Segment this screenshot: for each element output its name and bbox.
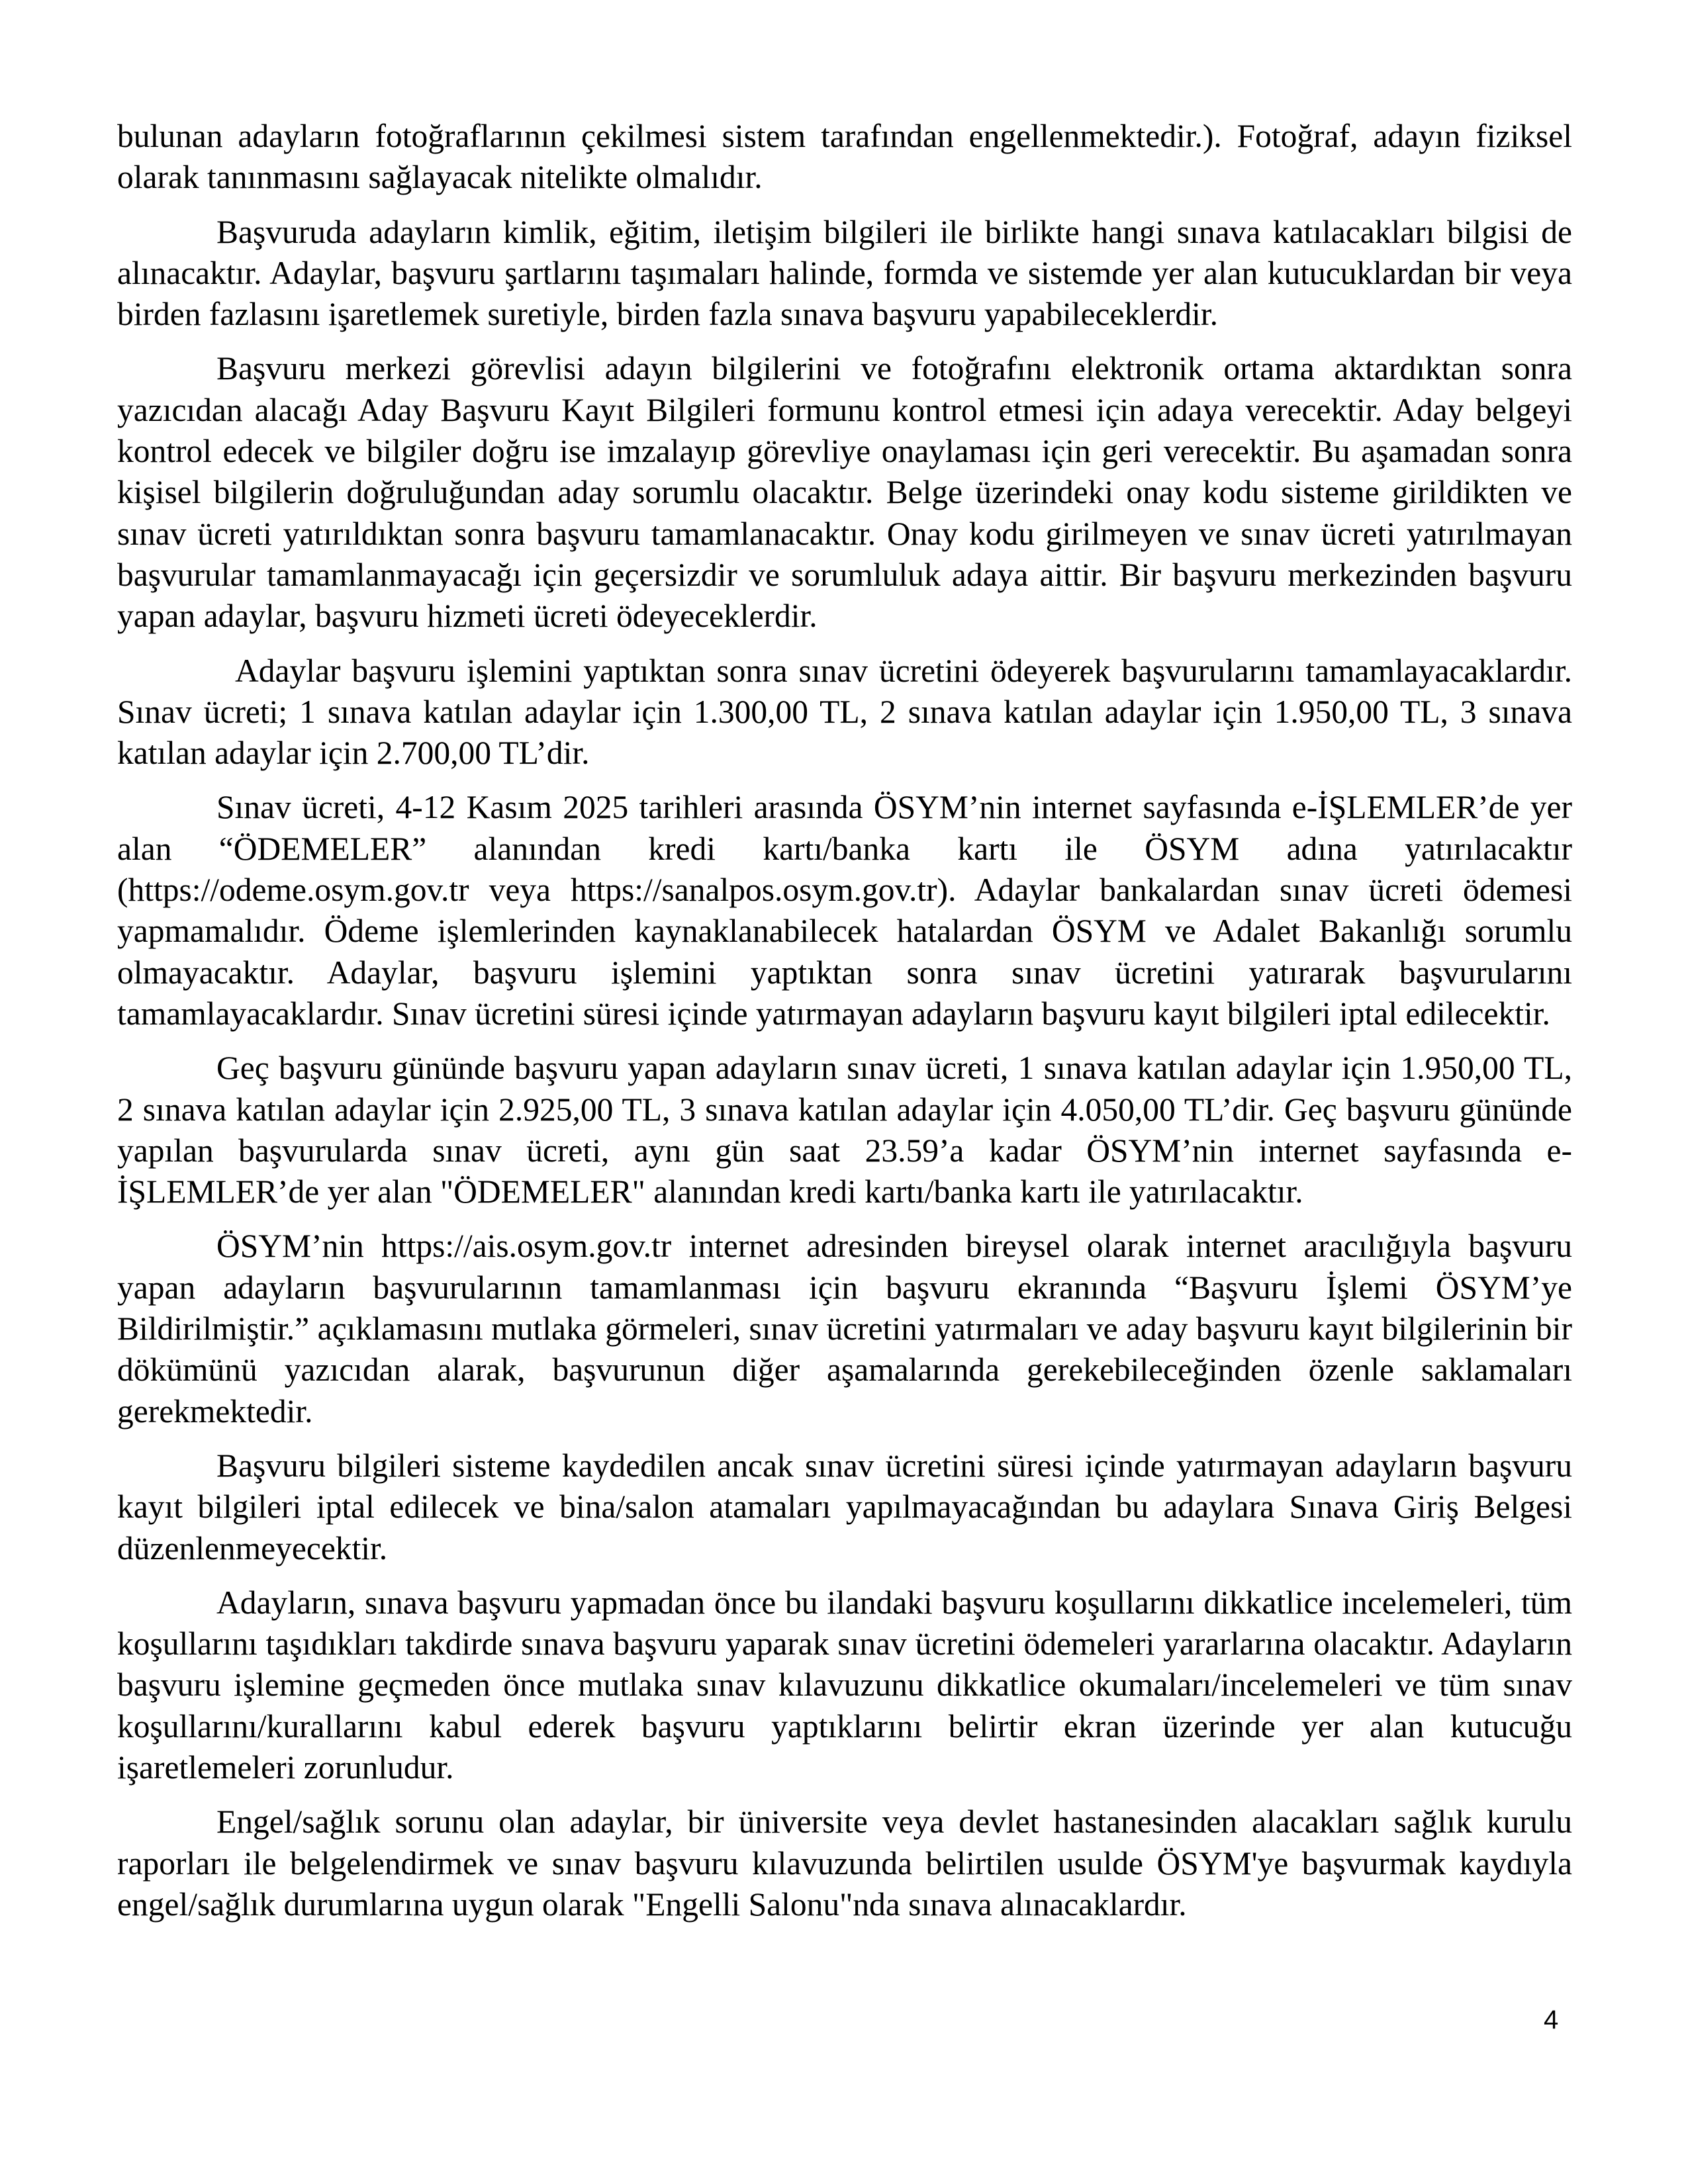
- paragraph-photo-continuation: bulunan adayların fotoğraflarının çekilmesi sistem tarafından engellenmektedir.). Fotoğraf, adayın fiziksel olarak tanınmasını sağlayacak nitelikte olmalıdır.: [117, 118, 1572, 196]
- page-number: 4: [1544, 2005, 1559, 2034]
- paragraph-application-info: Başvuruda adayların kimlik, eğitim, iletişim bilgileri ile birlikte hangi sınava katılacakları bilgisi de alınacaktır. Adaylar, başvuru şartlarını taşımaları halinde, formda ve sistemde yer alan kutucuklardan bir veya birden fazlasını işaretlemek suretiyle, birden fazla sınava başvuru yapabileceklerdir.: [117, 213, 1572, 333]
- document-body: [117, 116, 1572, 1938]
- paragraph-application-center: Başvuru merkezi görevlisi adayın bilgilerini ve fotoğrafını elektronik ortama aktardıktan sonra yazıcıdan alacağı Aday Başvuru Kayıt Bilgileri formunu kontrol etmesi için adaya verecektir. Aday belgeyi kontrol edecek ve bilgiler doğru ise imzalayıp görevliye onaylaması için geri verecektir. Bu aşamadan sonra kişisel bilgilerin doğruluğundan aday sorumlu olacaktır. Belge üzerindeki onay kodu sisteme girildikten ve sınav ücreti yatırıldıktan sonra başvuru tamamlanacaktır. Onay kodu girilmeyen ve sınav ücreti yatırılmayan başvurular tamamlanmayacağı için geçersizdir ve sorumluluk adaya aittir. Bir başvuru merkezinden başvuru yapan adaylar, başvuru hizmeti ücreti ödeyeceklerdir.: [117, 350, 1572, 635]
- paragraph-unpaid-cancellation: Başvuru bilgileri sisteme kaydedilen ancak sınav ücretini süresi içinde yatırmayan adayların başvuru kayıt bilgileri iptal edilecek ve bina/salon atamaları yapılmayacağından bu adaylara Sınava Giriş Belgesi düzenlenmeyecektir.: [117, 1447, 1572, 1567]
- paragraph-disability: Engel/sağlık sorunu olan adaylar, bir üniversite veya devlet hastanesinden alacakları sağlık kurulu raporları ile belgelendirmek ve sınav başvuru kılavuzunda belirtilen usulde ÖSYM'ye başvurmak kaydıyla engel/sağlık durumlarına uygun olarak "Engelli Salonu"nda sınava alınacaklardır.: [117, 1803, 1572, 1923]
- paragraph-online-application: ÖSYM’nin https://ais.osym.gov.tr internet adresinden bireysel olarak internet aracılığıyla başvuru yapan adayların başvurularının tamamlanması için başvuru ekranında “Başvuru İşlemi ÖSYM’ye Bildirilmiştir.” açıklamasını mutlaka görmeleri, sınav ücretini yatırmaları ve aday başvuru kayıt bilgilerinin bir dökümünü yazıcıdan alarak, başvurunun diğer aşamalarında gerekebileceğinden özenle saklamaları gerekmektedir.: [117, 1228, 1572, 1430]
- paragraph-payment-method: Sınav ücreti, 4-12 Kasım 2025 tarihleri arasında ÖSYM’nin internet sayfasında e-İŞLEMLER’de yer alan “ÖDEMELER” alanından kredi kartı/banka kartı ile ÖSYM adına yatırılacaktır (https://odeme.osym.gov.tr veya https://sanalpos.osym.gov.tr). Adaylar bankalardan sınav ücreti ödemesi yapmamalıdır. Ödeme işlemlerinden kaynaklanabilecek hatalardan ÖSYM ve Adalet Bakanlığı sorumlu olmayacaktır. Adaylar, başvuru işlemini yaptıktan sonra sınav ücretini yatırarak başvurularını tamamlayacaklardır. Sınav ücretini süresi içinde yatırmayan adayların başvuru kayıt bilgileri iptal edilecektir.: [117, 789, 1572, 1032]
- paragraph-late-application-fees: Geç başvuru gününde başvuru yapan adayların sınav ücreti, 1 sınava katılan adaylar için 1.950,00 TL, 2 sınava katılan adaylar için 2.925,00 TL, 3 sınava katılan adaylar için 4.050,00 TL’dir. Geç başvuru gününde yapılan başvurularda sınav ücreti, aynı gün saat 23.59’a kadar ÖSYM’nin internet sayfasında e-İŞLEMLER’de yer alan "ÖDEMELER" alanından kredi kartı/banka kartı ile yatırılacaktır.: [117, 1050, 1572, 1210]
- paragraph-application-conditions: Adayların, sınava başvuru yapmadan önce bu ilandaki başvuru koşullarını dikkatlice incelemeleri, tüm koşullarını taşıdıkları takdirde sınava başvuru yaparak sınav ücretini ödemeleri yararlarına olacaktır. Adayların başvuru işlemine geçmeden önce mutlaka sınav kılavuzunu dikkatlice okumaları/incelemeleri ve tüm sınav koşullarını/kurallarını kabul ederek başvuru yaptıklarını belirtir ekran üzerinde yer alan kutucuğu işaretlemeleri zorunludur.: [117, 1584, 1572, 1786]
- paragraph-exam-fees: Adaylar başvuru işlemini yaptıktan sonra sınav ücretini ödeyerek başvurularını tamamlayacaklardır. Sınav ücreti; 1 sınava katılan adaylar için 1.300,00 TL, 2 sınava katılan adaylar için 1.950,00 TL, 3 sınava katılan adaylar için 2.700,00 TL’dir.: [117, 652, 1572, 772]
